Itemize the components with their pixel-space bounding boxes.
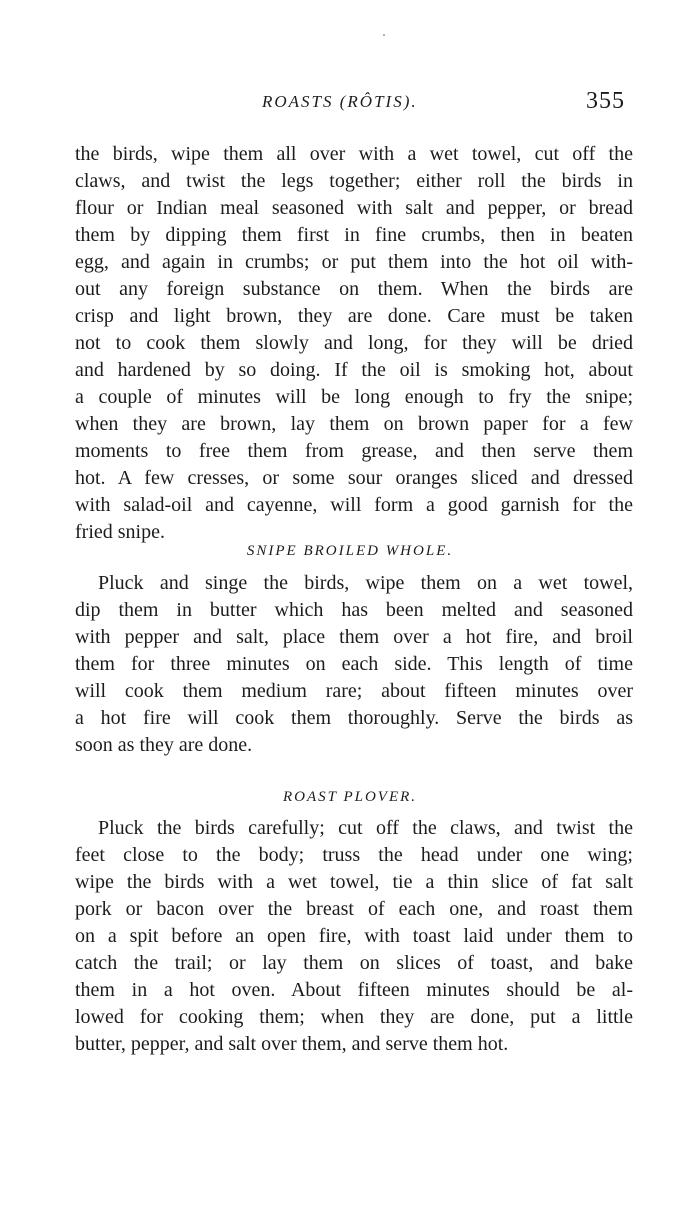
running-header	[0, 88, 700, 120]
text-line: will cook them medium rare; about fifteen minutes over	[75, 680, 633, 702]
text-line: pork or bacon over the breast of each one, and roast them	[75, 898, 633, 920]
text-line: flour or Indian meal seasoned with salt and pepper, or bread	[75, 197, 633, 219]
section-heading-roast-plover: ROAST PLOVER.	[282, 789, 418, 805]
text-line: soon as they are done.	[75, 734, 253, 756]
text-line: a couple of minutes will be long enough to fry the snipe;	[75, 386, 633, 408]
text-line: Pluck and singe the birds, wipe them on a wet towel,	[98, 572, 633, 594]
running-title: ROASTS (RÔTIS).	[262, 92, 418, 111]
paragraph-roast-plover	[75, 815, 633, 1058]
text-line: Pluck the birds carefully; cut off the claws, and twist the	[98, 817, 633, 839]
section-heading-snipe-broiled: SNIPE BROILED WHOLE.	[246, 543, 454, 559]
text-line: the birds, wipe them all over with a wet towel, cut off the	[75, 143, 633, 165]
text-line: with salad-oil and cayenne, will form a good garnish for the	[75, 494, 633, 516]
text-line: wipe the birds with a wet towel, tie a thin slice of fat salt	[75, 871, 633, 893]
text-line: when they are brown, lay them on brown paper for a few	[75, 413, 633, 435]
text-line: lowed for cooking them; when they are done, put a little	[75, 1006, 633, 1028]
text-line: out any foreign substance on them. When the birds are	[75, 278, 633, 300]
text-line: dip them in butter which has been melted and seasoned	[75, 599, 633, 621]
text-line: feet close to the body; truss the head under one wing;	[75, 844, 633, 866]
text-line: fried snipe.	[75, 521, 165, 543]
page-number: 355	[586, 88, 625, 114]
text-line: crisp and light brown, they are done. Care must be taken	[75, 305, 633, 327]
text-line: a hot fire will cook them thoroughly. Serve the birds as	[75, 707, 633, 729]
text-line: them in a hot oven. About fifteen minutes should be al-	[75, 979, 633, 1001]
text-line: and hardened by so doing. If the oil is smoking hot, about	[75, 359, 633, 381]
text-line: claws, and twist the legs together; either roll the birds in	[75, 170, 633, 192]
text-line: butter, pepper, and salt over them, and serve them hot.	[75, 1033, 509, 1055]
text-line: with pepper and salt, place them over a hot fire, and broil	[75, 626, 633, 648]
text-line: moments to free them from grease, and then serve them	[75, 440, 633, 462]
paragraph-snipe-broiled	[75, 570, 633, 759]
text-line: catch the trail; or lay them on slices of toast, and bake	[75, 952, 633, 974]
paragraph-snipe-fried	[75, 141, 633, 546]
text-line: them by dipping them first in fine crumbs, then in beaten	[75, 224, 633, 246]
text-line: hot. A few cresses, or some sour oranges sliced and dressed	[75, 467, 633, 489]
page-mark	[383, 34, 385, 36]
text-line: egg, and again in crumbs; or put them into the hot oil with-	[75, 251, 633, 273]
text-line: them for three minutes on each side. This length of time	[75, 653, 633, 675]
text-line: not to cook them slowly and long, for they will be dried	[75, 332, 633, 354]
text-line: on a spit before an open fire, with toast laid under them to	[75, 925, 633, 947]
